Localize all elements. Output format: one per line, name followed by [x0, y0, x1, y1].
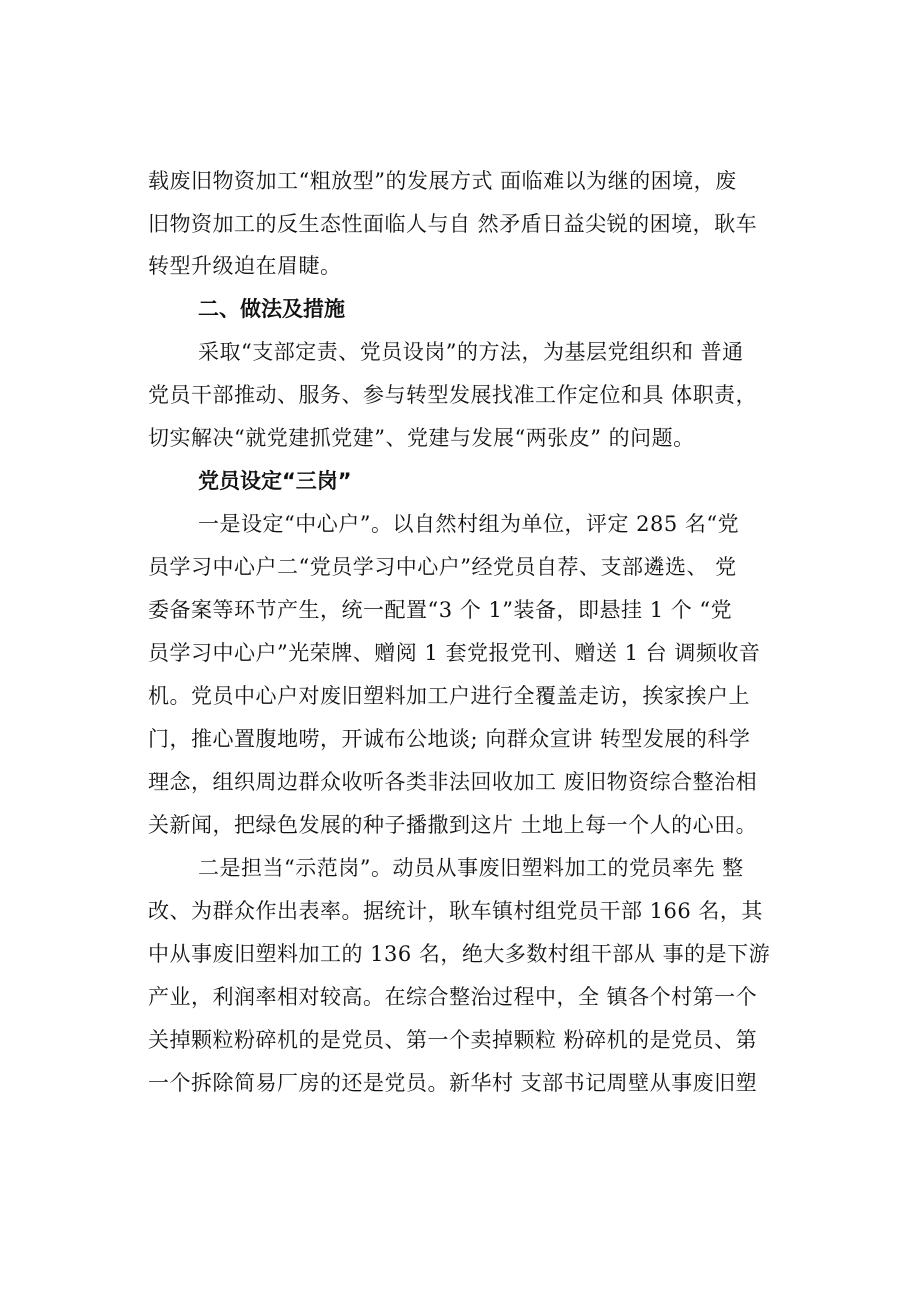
paragraph-line: 委备案等环节产生，统一配置“3 个 1”装备，即悬挂 1 个 “党 — [148, 598, 733, 622]
paragraph-line: 员学习中心户”光荣牌、赠阅 1 套党报党刊、赠送 1 台 调频收音 — [148, 641, 761, 665]
paragraph-line: 关新闻，把绿色发展的种子播撒到这片 土地上每一个人的心田。 — [148, 813, 758, 837]
paragraph-line: 旧物资加工的反生态性面临人与自 然矛盾日益尖锐的困境，耿车 — [148, 212, 758, 236]
paragraph-line: 二是担当“示范岗”。动员从事废旧塑料加工的党员率先 整 — [198, 856, 744, 880]
paragraph-line: 一个拆除简易厂房的还是党员。新华村 支部书记周壁从事废旧塑 — [148, 1071, 758, 1095]
paragraph-line: 采取“支部定责、党员设岗”的方法，为基层党组织和 普通 — [198, 340, 744, 364]
paragraph-line: 门，推心置腹地唠，开诚布公地谈; 向群众宣讲 转型发展的科学 — [148, 727, 751, 751]
section-heading: 二、做法及措施 — [198, 297, 345, 321]
paragraph-line: 中从事废旧塑料加工的 136 名，绝大多数村组干部从 事的是下游 — [148, 942, 771, 966]
paragraph-line: 切实解决“就党建抓党建”、党建与发展“两张皮” 的问题。 — [148, 426, 695, 450]
paragraph-line: 机。党员中心户对废旧塑料加工户进行全覆盖走访，挨家挨户上 — [148, 684, 750, 708]
paragraph-line: 理念，组织周边群众收听各类非法回收加工 废旧物资综合整治相 — [148, 770, 758, 794]
subheading: 党员设定“三岗” — [198, 469, 352, 493]
paragraph-line: 载废旧物资加工“粗放型”的发展方式 面临难以为继的困境，废 — [148, 169, 737, 193]
paragraph-line: 员学习中心户二“党员学习中心户”经党员自荐、支部遴选、 党 — [148, 555, 737, 579]
paragraph-line: 改、为群众作出表率。据统计，耿车镇村组党员干部 166 名，其 — [148, 899, 763, 923]
paragraph-line: 党员干部推动、服务、参与转型发展找准工作定位和具 体职责， — [148, 383, 758, 407]
paragraph-line: 关掉颗粒粉碎机的是党员、第一个卖掉颗粒 粉碎机的是党员、第 — [148, 1028, 758, 1052]
paragraph-line: 一是设定“中心户”。以自然村组为单位，评定 285 名“党 — [198, 512, 740, 536]
paragraph-line: 转型升级迫在眉睫。 — [148, 254, 342, 278]
paragraph-line: 产业，利润率相对较高。在综合整治过程中，全 镇各个村第一个 — [148, 985, 758, 1009]
